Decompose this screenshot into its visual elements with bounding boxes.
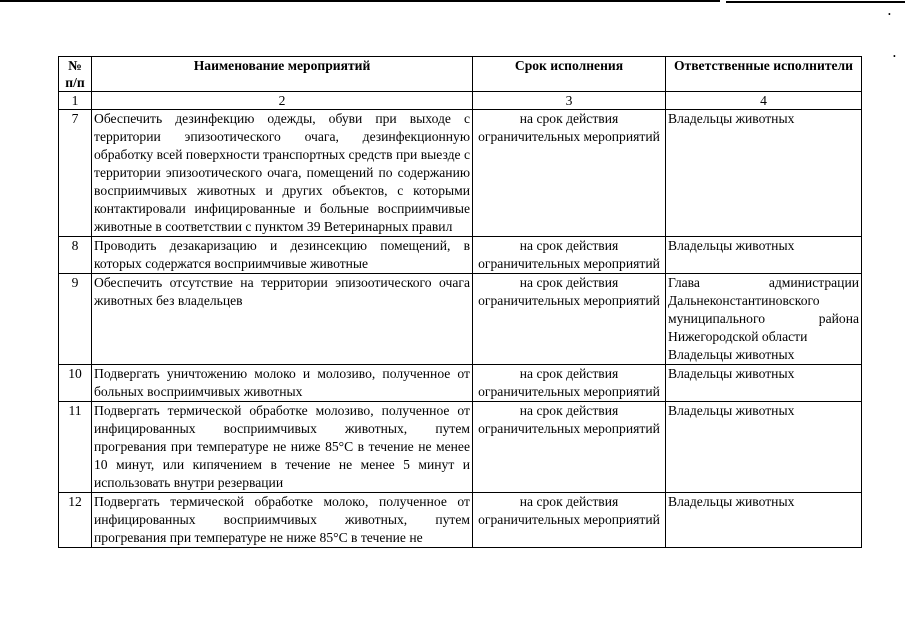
responsible-line: Нижегородской области — [668, 329, 808, 344]
measure-term: на срок действия ограничительных мероприятий — [473, 237, 666, 274]
responsible-line: муниципального района — [668, 311, 859, 326]
measure-responsible — [666, 274, 862, 365]
measure-term: на срок действия ограничительных мероприятий — [473, 402, 666, 493]
row-number: 8 — [59, 237, 92, 274]
responsible-line: Дальнеконстантиновского — [668, 293, 820, 308]
row-number: 10 — [59, 365, 92, 402]
responsible-line: Владельцы животных — [668, 347, 795, 362]
measure-term: на срок действия ограничительных мероприятий — [473, 110, 666, 237]
column-number: 1 — [59, 92, 92, 110]
row-number: 12 — [59, 493, 92, 548]
measure-term: на срок действия ограничительных мероприятий — [473, 365, 666, 402]
measure-term: на срок действия ограничительных мероприятий — [473, 493, 666, 548]
measure-name: Обеспечить дезинфекцию одежды, обуви при выходе с территории эпизоотического очага, дезинфекционную обработку всей поверхности транспортных средств при выезде с территории эпизоотического очага, помещений по содержанию восприимчивых животных и других объектов, с которыми контактировали инфицированные и больные восприимчивые животные в соответствии с пунктом 39 Ветеринарных правил — [92, 110, 473, 237]
header-row — [59, 57, 862, 92]
measure-name: Подвергать термической обработке молозиво, полученное от инфицированных восприимчивых животных, путем прогревания при температуре не ниже 85°С в течение не менее 10 минут, или кипячением в течение не менее 5 минут и использовать внутри резервации — [92, 402, 473, 493]
table-row — [59, 493, 862, 548]
scan-top-border — [0, 0, 905, 5]
measure-responsible: Владельцы животных — [666, 237, 862, 274]
measure-responsible: Владельцы животных — [666, 493, 862, 548]
header-name: Наименование мероприятий — [92, 57, 473, 92]
table-row — [59, 274, 862, 365]
table-row — [59, 402, 862, 493]
table-row — [59, 237, 862, 274]
measure-name: Проводить дезакаризацию и дезинсекцию помещений, в которых содержатся восприимчивые животные — [92, 237, 473, 274]
header-term: Срок исполнения — [473, 57, 666, 92]
measure-name: Подвергать термической обработке молоко, полученное от инфицированных восприимчивых животных, путем прогревания при температуре не ниже 85°С в течение не — [92, 493, 473, 548]
row-number: 11 — [59, 402, 92, 493]
measures-table — [58, 56, 862, 548]
responsible-line: Глава администрации — [668, 275, 859, 290]
measure-name: Подвергать уничтожению молоко и молозиво, полученное от больных восприимчивых животных — [92, 365, 473, 402]
measure-name: Обеспечить отсутствие на территории эпизоотического очага животных без владельцев — [92, 274, 473, 365]
measure-responsible: Владельцы животных — [666, 402, 862, 493]
measure-term: на срок действия ограничительных мероприятий — [473, 274, 666, 365]
table-row — [59, 110, 862, 237]
scan-speck: • — [888, 10, 891, 19]
column-number: 3 — [473, 92, 666, 110]
column-number: 4 — [666, 92, 862, 110]
scan-top-border-segment — [726, 1, 905, 3]
scan-top-border-segment — [0, 0, 720, 2]
header-num: № п/п — [59, 57, 92, 92]
scan-speck: • — [893, 52, 896, 61]
row-number: 9 — [59, 274, 92, 365]
column-number: 2 — [92, 92, 473, 110]
measure-responsible: Владельцы животных — [666, 110, 862, 237]
header-resp: Ответственные исполнители — [666, 57, 862, 92]
measure-responsible: Владельцы животных — [666, 365, 862, 402]
row-number: 7 — [59, 110, 92, 237]
table-row — [59, 365, 862, 402]
column-number-row — [59, 92, 862, 110]
